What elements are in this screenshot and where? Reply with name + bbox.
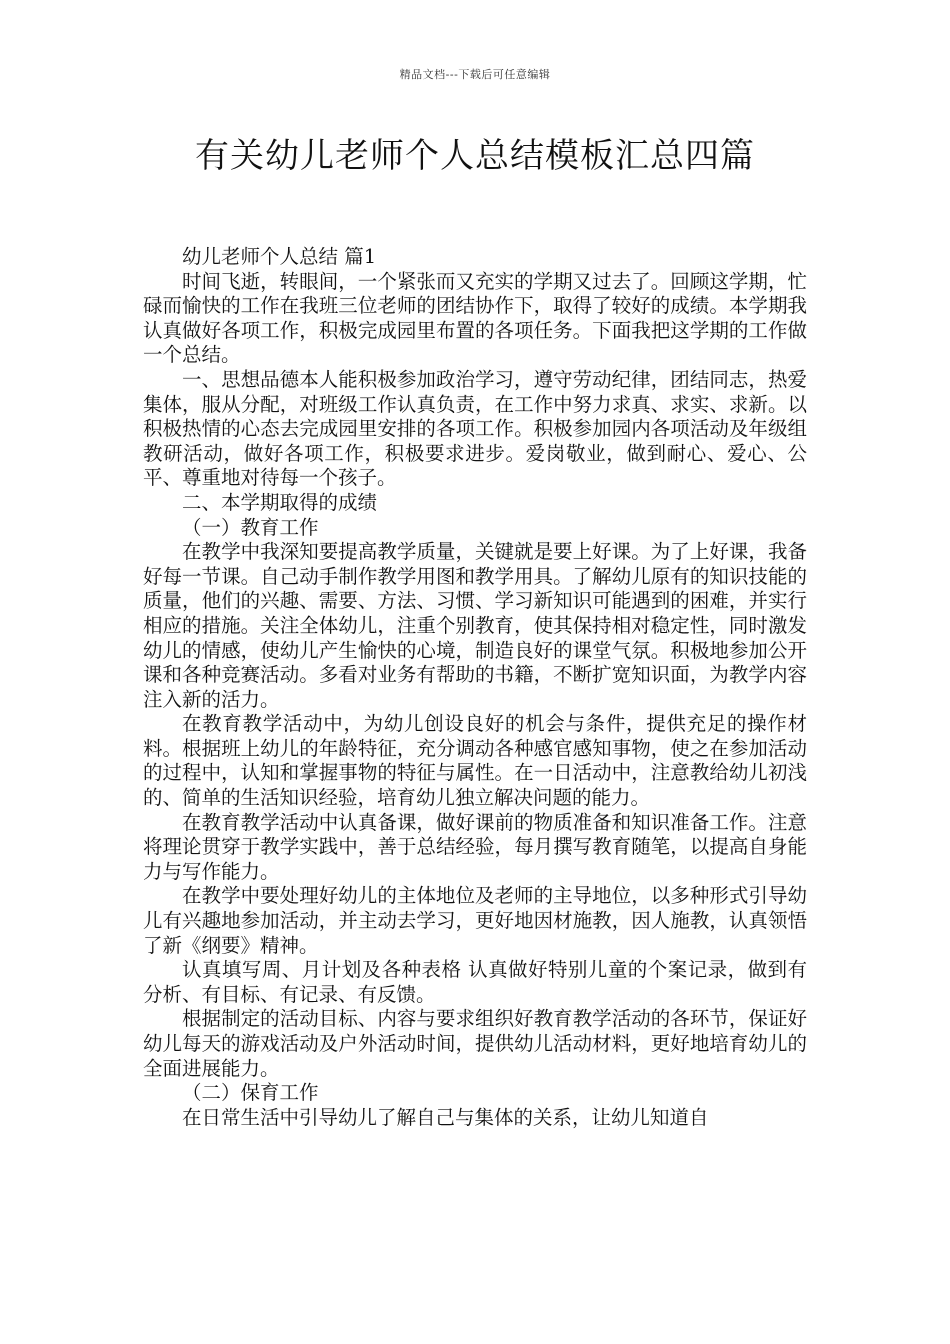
paragraph: 在教育教学活动中认真备课，做好课前的物质准备和知识准备工作。注意将理论贯穿于教学实践中，善于总结经验，每月撰写教育随笔，以提高自身能力与写作能力。 [143,810,807,883]
page-header-note: 精品文档---下载后可任意编辑 [399,68,551,81]
paragraph: 在教学中我深知要提高教学质量，关键就是要上好课。为了上好课，我备好每一节课。自己动手制作教学用图和教学用具。了解幼儿原有的知识技能的质量，他们的兴趣、需要、方法、习惯、学习新知识可能遇到的困难，并实行相应的措施。关注全体幼儿，注重个别教育，使其保持相对稳定性，同时激发幼儿的情感，使幼儿产生愉快的心境，制造良好的课堂气氛。积极地参加公开课和各种竞赛活动。多看对业务有帮助的书籍，不断扩宽知识面，为教学内容注入新的活力。 [143,540,807,711]
paragraph: 在日常生活中引导幼儿了解自己与集体的关系，让幼儿知道自 [182,1105,709,1129]
section-heading: 二、本学期取得的成绩 [182,490,378,514]
paragraph: 在教学中要处理好幼儿的主体地位及老师的主导地位，以多种形式引导幼儿有兴趣地参加活动，并主动去学习，更好地因材施教，因人施教，认真领悟了新《纲要》精神。 [143,884,807,957]
paragraph: 认真填写周、月计划及各种表格 认真做好特别儿童的个案记录，做到有分析、有目标、有记录、有反馈。 [143,958,807,1006]
subsection-heading: （二）保育工作 [182,1081,319,1105]
document-body [143,245,807,1130]
section-heading: 幼儿老师个人总结 篇1 [182,245,377,268]
paragraph: 在教育教学活动中，为幼儿创设良好的机会与条件，提供充足的操作材料。根据班上幼儿的年龄特征，充分调动各种感官感知事物，使之在参加活动的过程中，认知和掌握事物的特征与属性。在一日活动中，注意教给幼儿初浅的、简单的生活知识经验，培育幼儿独立解决问题的能力。 [143,712,807,810]
paragraph: 一、思想品德本人能积极参加政治学习，遵守劳动纪律，团结同志，热爱集体，服从分配，对班级工作认真负责，在工作中努力求真、求实、求新。以积极热情的心态去完成园里安排的各项工作。积极参加园内各项活动及年级组教研活动，做好各项工作，积极要求进步。爱岗敬业，做到耐心、爱心、公平、尊重地对待每一个孩子。 [143,367,807,490]
document-title: 有关幼儿老师个人总结模板汇总四篇 [195,136,755,176]
paragraph: 根据制定的活动目标、内容与要求组织好教育教学活动的各环节，保证好幼儿每天的游戏活动及户外活动时间，提供幼儿活动材料，更好地培育幼儿的全面进展能力。 [143,1007,807,1080]
subsection-heading: （一）教育工作 [182,515,319,539]
paragraph: 时间飞逝，转眼间，一个紧张而又充实的学期又过去了。回顾这学期，忙碌而愉快的工作在我班三位老师的团结协作下，取得了较好的成绩。本学期我认真做好各项工作，积极完成园里布置的各项任务。下面我把这学期的工作做一个总结。 [143,269,807,367]
